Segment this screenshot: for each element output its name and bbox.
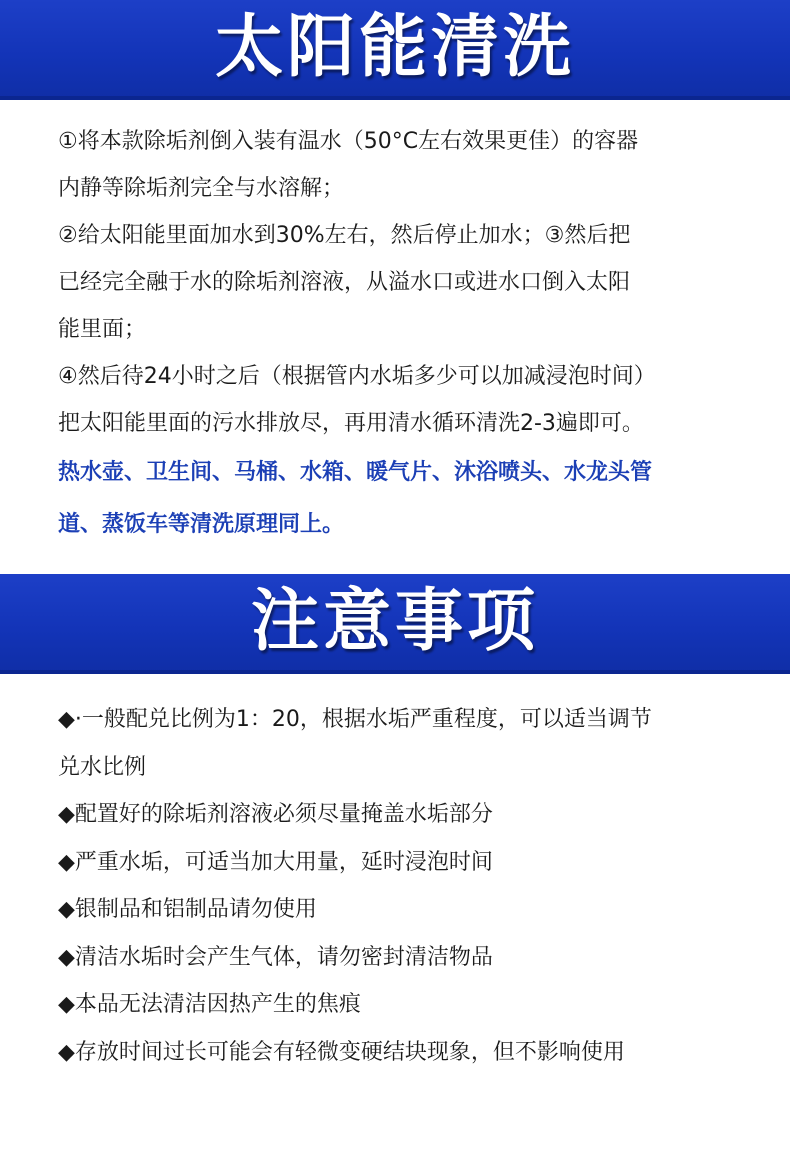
highlight-line: 热水壶、卫生间、马桶、水箱、暖气片、沐浴喷头、水龙头管 bbox=[58, 460, 653, 485]
section-title: 注意事项 bbox=[250, 582, 539, 661]
page-title: 太阳能清洗 bbox=[214, 8, 575, 87]
instruction-line: ①将本款除垢剂倒入装有温水（50°C左右效果更佳）的容器 bbox=[58, 129, 639, 154]
note-line: ◆存放时间过长可能会有轻微变硬结块现象，但不影响使用 bbox=[58, 1039, 625, 1065]
instruction-line: 能里面； bbox=[58, 317, 147, 342]
highlight-line: 道、蒸饭车等清洗原理同上。 bbox=[58, 512, 345, 537]
instruction-line: ④然后待24小时之后（根据管内水垢多少可以加减浸泡时间） bbox=[58, 364, 656, 389]
header-banner-solar-cleaning bbox=[0, 0, 790, 100]
note-line: ◆·一般配兑比例为1：20，根据水垢严重程度，可以适当调节 bbox=[58, 707, 652, 732]
note-line: 兑水比例 bbox=[58, 754, 147, 780]
note-line: ◆严重水垢，可适当加大用量，延时浸泡时间 bbox=[58, 849, 493, 875]
note-line: ◆配置好的除垢剂溶液必须尽量掩盖水垢部分 bbox=[58, 802, 493, 827]
instructions-section bbox=[58, 118, 758, 551]
instruction-line: ②给太阳能里面加水到30%左右，然后停止加水；③然后把 bbox=[58, 223, 631, 248]
instruction-line: 内静等除垢剂完全与水溶解； bbox=[58, 176, 345, 201]
note-line: ◆清洁水垢时会产生气体，请勿密封清洁物品 bbox=[58, 944, 493, 970]
note-line: ◆银制品和铝制品请勿使用 bbox=[58, 897, 317, 922]
instruction-line: 把太阳能里面的污水排放尽，再用清水循环清洗2-3遍即可。 bbox=[58, 411, 644, 436]
header-banner-notes bbox=[0, 574, 790, 674]
notes-section bbox=[58, 696, 758, 1076]
note-line: ◆本品无法清洁因热产生的焦痕 bbox=[58, 992, 361, 1017]
instruction-line: 已经完全融于水的除垢剂溶液，从溢水口或进水口倒入太阳 bbox=[58, 270, 631, 295]
